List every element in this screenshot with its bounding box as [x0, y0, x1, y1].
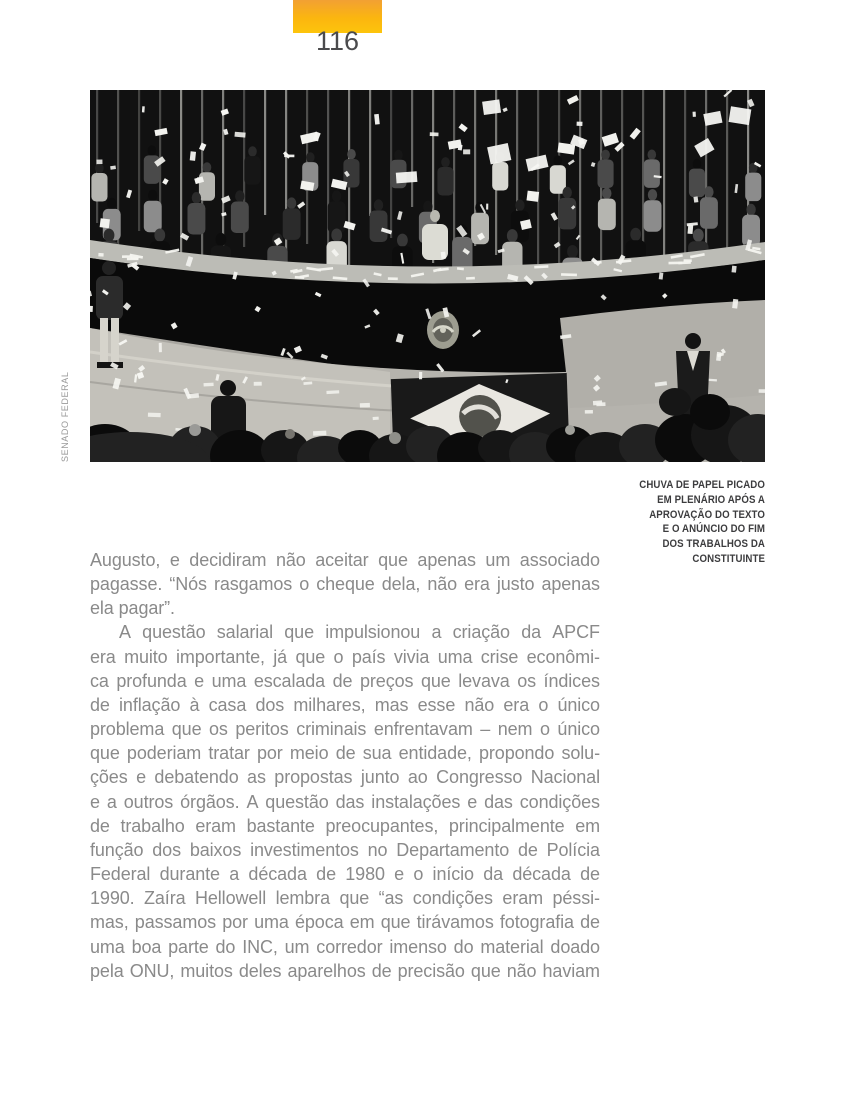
text-line: era muito importante, já que o país vivia uma crise econômi-	[90, 646, 600, 667]
text-line: função dos baixos investimentos no Departamento de Polícia	[90, 839, 600, 860]
text-line: A questão salarial que impulsionou a criação da APCF	[119, 622, 600, 643]
paragraph	[90, 548, 600, 620]
text-line: que poderiam tratar por meio de sua entidade, propondo solu-	[90, 743, 600, 764]
text-line: e a outros órgãos. A questão das instalações e das condições	[90, 791, 600, 812]
caption-line: CONSTITUINTE	[692, 552, 765, 565]
assembly-photo-image	[90, 90, 765, 462]
text-line: ela pagar”.	[90, 598, 175, 619]
text-line: 1990. Zaíra Hellowell lembra que “as condições eram péssi-	[90, 888, 600, 909]
text-line: uma boa parte do INC, um corredor imenso do material doado	[90, 936, 600, 957]
caption-line: APROVAÇÃO DO TEXTO	[649, 508, 765, 521]
paragraph	[90, 620, 600, 982]
text-line: de inflação à casa dos milhares, mas esse não era o único	[90, 694, 600, 715]
text-line: Augusto, e decidiram não aceitar que apenas um associado	[90, 550, 600, 570]
caption-line: CHUVA DE PAPEL PICADO	[639, 479, 765, 491]
text-line: ca profunda e uma escalada de preços que levava os índices	[90, 670, 600, 691]
text-line: Federal durante a década de 1980 e o início da década de	[90, 864, 600, 885]
caption-line: E O ANÚNCIO DO FIM	[662, 523, 765, 536]
text-line: mas, passamos por uma época em que tirávamos fotografia de	[90, 912, 600, 933]
caption-line: DOS TRABALHOS DA	[662, 538, 765, 551]
text-line: de trabalho eram bastante preocupantes, principalmente em	[90, 815, 600, 836]
text-line: pagasse. “Nós rasgamos o cheque dela, não era justo apenas	[90, 574, 600, 595]
coat-of-arms	[427, 311, 459, 349]
text-line: problema que os peritos criminais enfrentavam – nem o único	[90, 719, 600, 740]
text-line: ções e debatendo as propostas junto ao Congresso Nacional	[90, 767, 600, 788]
photo-credit: SENADO FEDERAL	[60, 371, 70, 462]
body-text	[90, 548, 600, 983]
caption-line: EM PLENÁRIO APÓS A	[657, 493, 765, 506]
page-number: 116	[315, 26, 360, 56]
text-line: pela ONU, muitos deles aparelhos de precisão que não haviam	[90, 960, 600, 981]
photo-assembly-celebration	[90, 90, 765, 462]
